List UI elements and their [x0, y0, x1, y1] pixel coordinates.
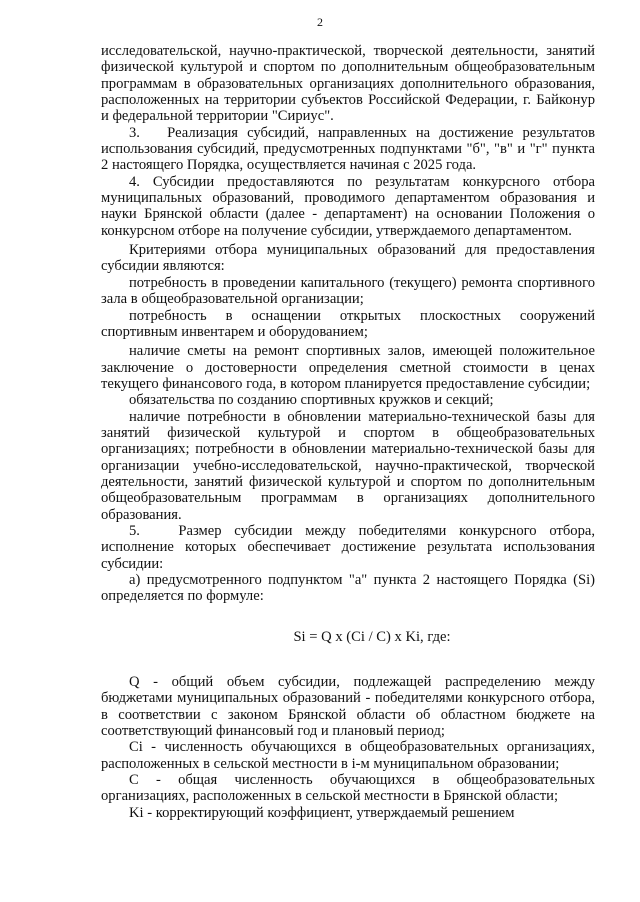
paragraph-item-5: 5. Размер субсидии между победителями конкурсного отбора, исполнение которых обеспечивает достижение результата использования субсидии: [101, 522, 595, 572]
paragraph-item-4: 4. Субсидии предоставляются по результатам конкурсного отбора муниципальных образований, проводимого департаментом образования и науки Брянской области (далее - департамент) на основании Положения о конкурсном отборе на получение субсидии, утверждаемого департаментом. [101, 173, 595, 239]
page-number: 2 [317, 15, 323, 29]
document-body [101, 43, 595, 821]
criterion-equipment: потребность в оснащении открытых плоскостных сооружений спортивным инвентарем и оборудованием; [101, 307, 595, 340]
definition-ki: Ki - корректирующий коэффициент, утверждаемый решением [129, 804, 515, 821]
criterion-estimate: наличие сметы на ремонт спортивных залов, имеющей положительное заключение о достоверности определения сметной стоимости в ценах текущего финансового года, в котором планируется предоставление субсидии; [101, 343, 595, 392]
paragraph-item-3: 3. Реализация субсидий, направленных на достижение результатов использования субсидий, предусмотренных подпунктами "б", "в" и "г" пункта 2 настоящего Порядка, осуществляется начиная с 2025 года. [101, 124, 595, 174]
criterion-clubs: обязательства по созданию спортивных кружков и секций; [129, 392, 494, 409]
criterion-capital-repair: потребность в проведении капитального (текущего) ремонта спортивного зала в общеобразовательной организации; [101, 274, 595, 308]
definition-q: Q - общий объем субсидии, подлежащей распределению между бюджетами муниципальных образований - победителями конкурсного отбора, в соответствии с законом Брянской области об областном бюджете на соответствующий финансовый год и плановый период; [101, 674, 595, 740]
definition-c: C - общая численность обучающихся в общеобразовательных организациях, расположенных в сельской местности в Брянской области; [101, 772, 595, 805]
formula: Si = Q x (Ci / C) x Ki, где: [293, 628, 451, 645]
criterion-material-base: наличие потребности в обновлении материально-технической базы для занятий физической культурой и спортом в общеобразовательных организациях; потребности в обновлении материально-технической базы для организации учебно-исследовательской, научно-практической, творческой деятельности, занятий физической культурой и спортом по дополнительным общеобразовательным программам в организациях дополнительного образования. [101, 408, 595, 523]
definition-ci: Ci - численность обучающихся в общеобразовательных организациях, расположенных в сельской местности в i-м муниципальном образовании; [101, 739, 595, 772]
paragraph-continuation: исследовательской, научно-практической, творческой деятельности, занятий физической культурой и спортом по дополнительным общеобразовательным программам в образовательных организациях дополнительного образования, расположенных на территории субъектов Российской Федерации, г. Байконур и федеральной территории "Сириус". [101, 43, 595, 125]
paragraph-criteria-intro: Критериями отбора муниципальных образований для предоставления субсидии являются: [101, 242, 595, 275]
paragraph-subitem-a: а) предусмотренного подпунктом "а" пункта 2 настоящего Порядка (Si) определяется по формуле: [101, 572, 595, 605]
